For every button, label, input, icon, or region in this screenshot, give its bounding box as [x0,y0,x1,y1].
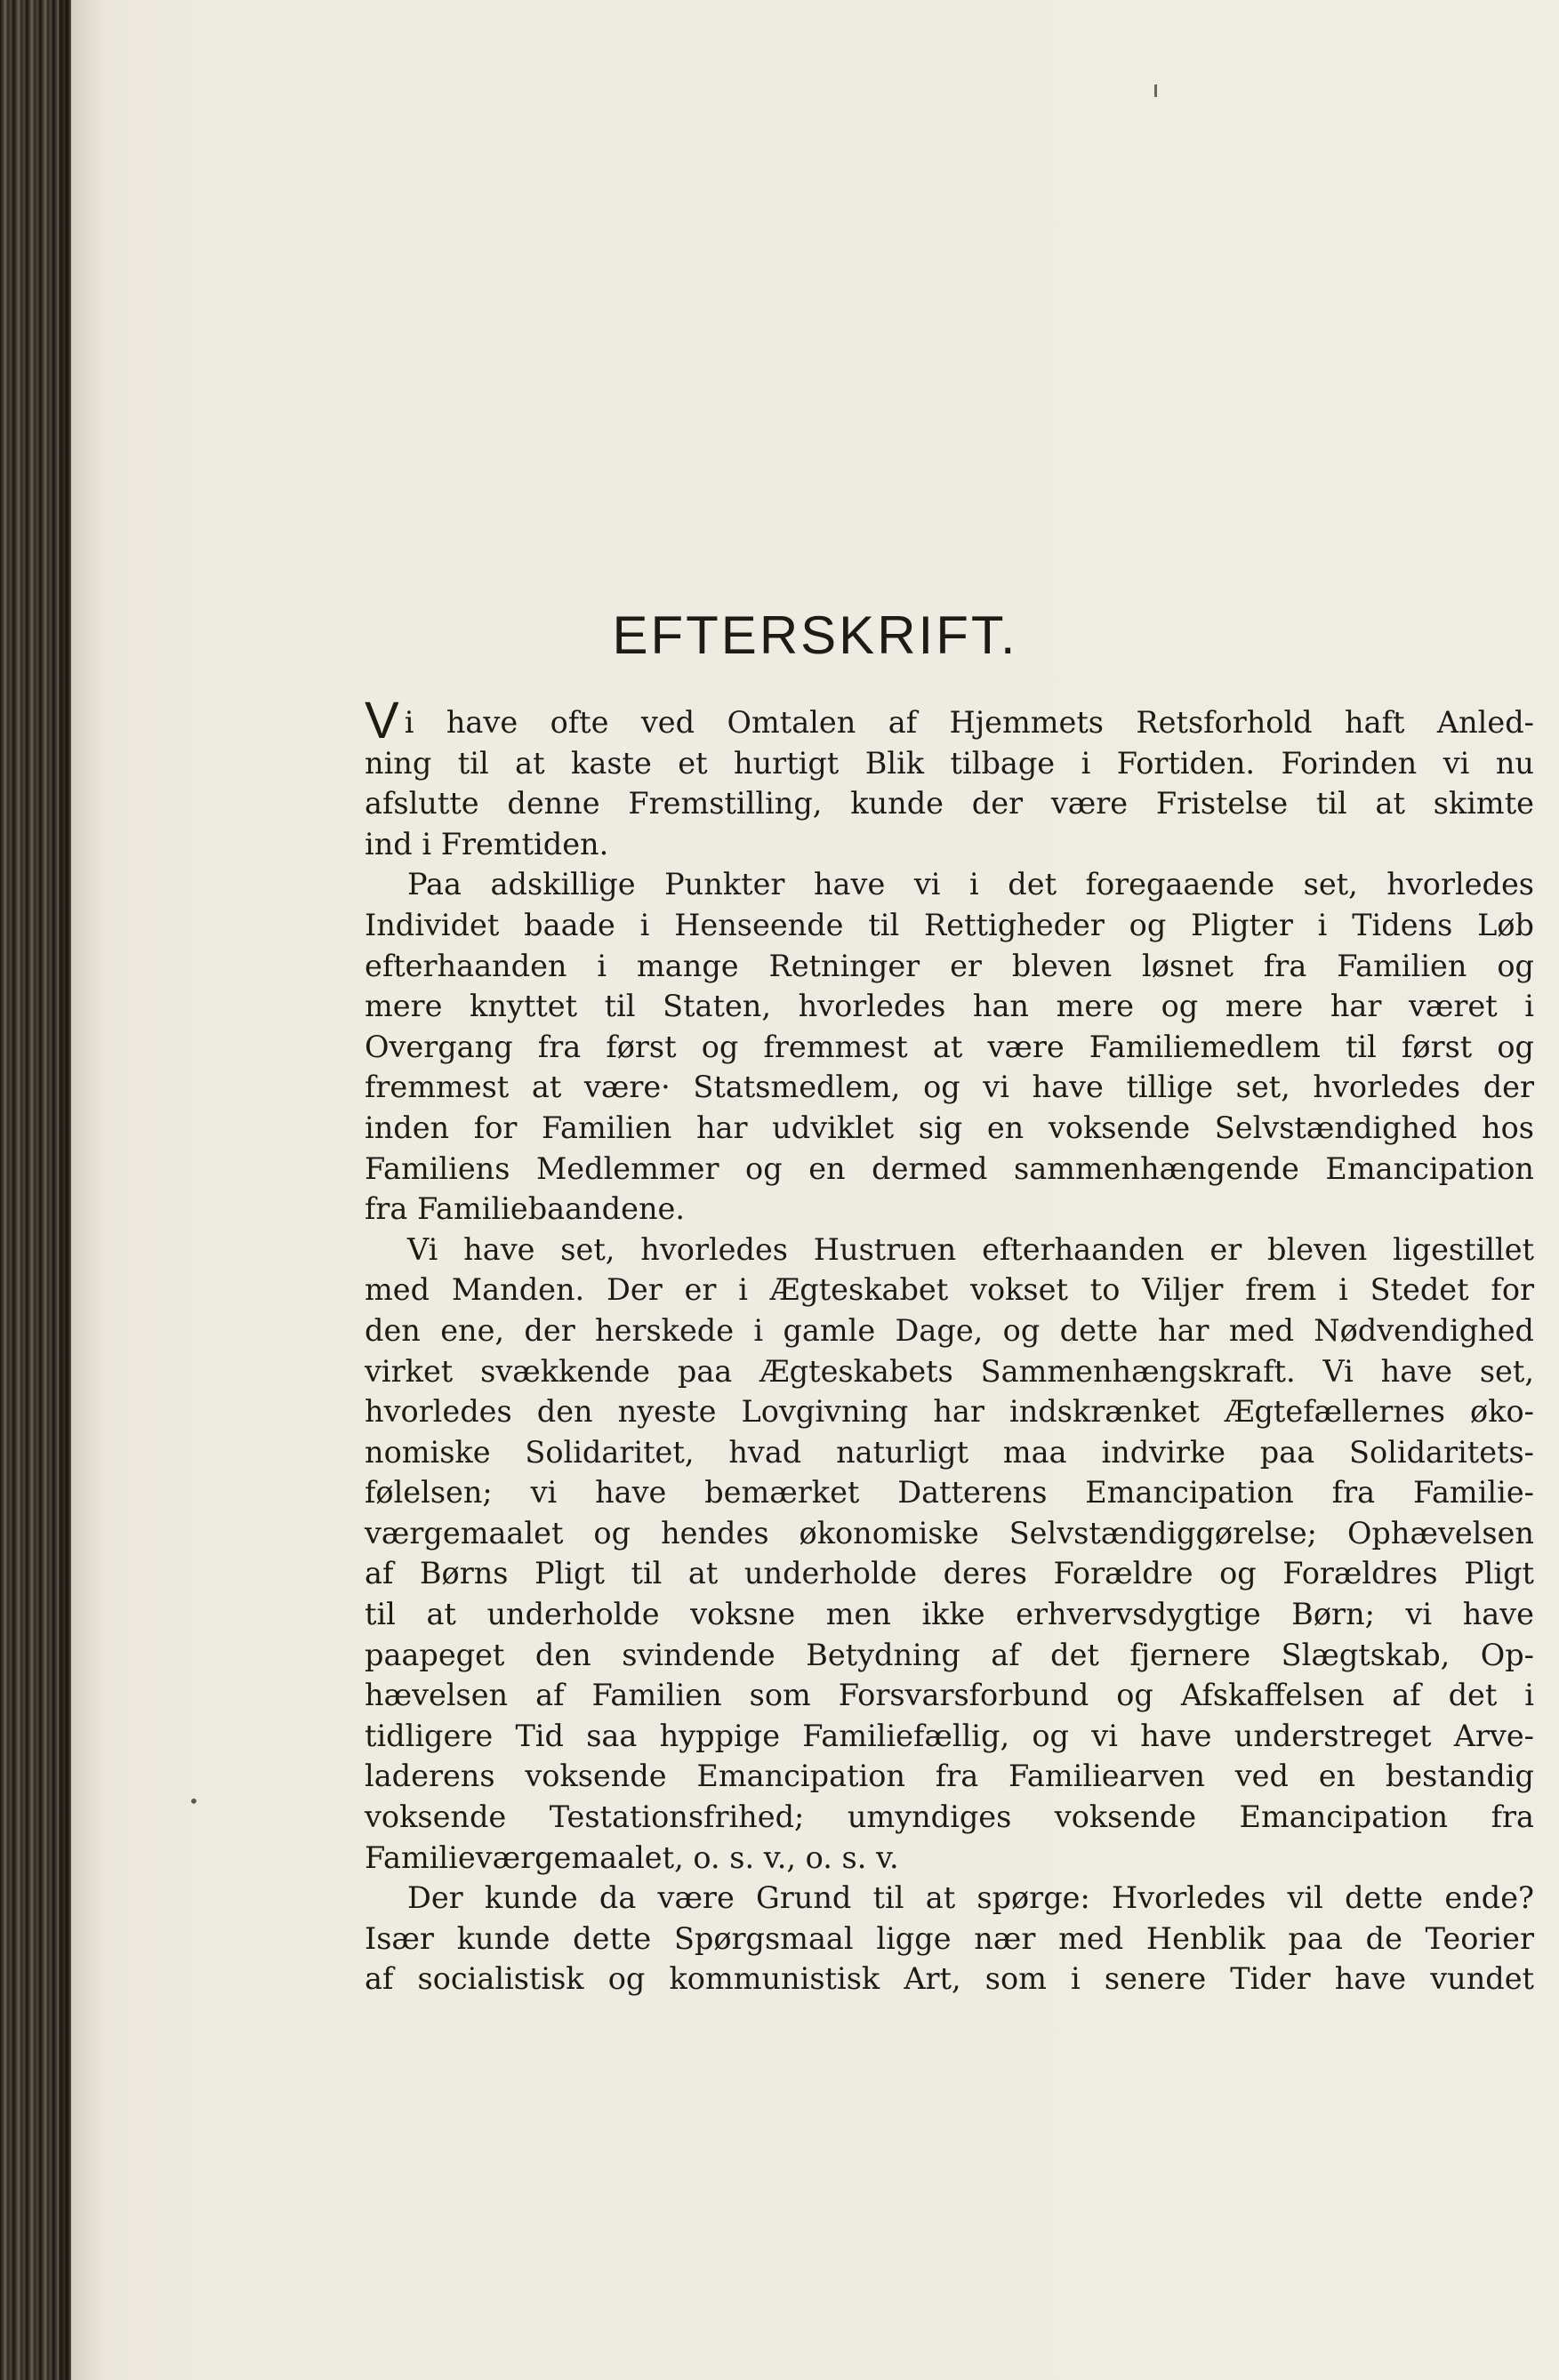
text-line: Især kunde dette Spørgsmaal ligge nær med Henblik paa de Teorier [365,1920,1534,1956]
text-line: laderens voksende Emancipation fra Familiearven ved en bestandig [365,1759,1534,1794]
book-spine-edge [0,0,71,2380]
paragraph-4 [365,1878,1534,1999]
text-line: den ene, der herskede i gamle Dage, og dette har med Nødvendighed [365,1312,1534,1348]
text-line: Paa adskillige Punkter have vi i det foregaaende set, hvorledes [407,867,1534,902]
text-line: til at underholde voksne men ikke erhvervsdygtige Børn; vi have [365,1597,1534,1632]
text-line: følelsen; vi have bemærket Datterens Emancipation fra Familie- [365,1475,1534,1511]
text-line: inden for Familien har udviklet sig en voksende Selvstændighed hos [365,1110,1534,1145]
text-line: Vi have set, hvorledes Hustruen efterhaanden er bleven ligestillet [407,1231,1534,1267]
text-line: voksende Testationsfrihed; umyndiges voksende Emancipation fra [365,1799,1534,1835]
text-line: paapeget den svindende Betydning af det fjernere Slægtskab, Op- [365,1637,1534,1672]
text-line: af socialistisk og kommunistisk Art, som i senere Tider have vundet [365,1961,1534,1997]
text-line: fra Familiebaandene. [365,1191,685,1227]
book-page [71,0,1559,2380]
text-line [365,692,1534,749]
text-line: Der kunde da være Grund til at spørge: Hvorledes vil dette ende? [407,1880,1534,1916]
paragraph-2 [365,864,1534,1229]
text-line: efterhaanden i mange Retninger er bleven løsnet fra Familien og [365,948,1534,983]
margin-mark: • [189,1791,199,1812]
drop-cap: V [365,692,399,749]
line-text: i have ofte ved Omtalen af Hjemmets Retsforhold haft Anled- [404,705,1534,740]
text-line: mere knyttet til Staten, hvorledes han mere og mere har været i [365,989,1534,1024]
text-line: hævelsen af Familien som Forsvarsforbund og Afskaffelsen af det i [365,1678,1534,1713]
body-text [365,692,1534,1999]
text-line: virket svækkende paa Ægteskabets Sammenhængskraft. Vi have set, [365,1353,1534,1389]
text-line: nomiske Solidaritet, hvad naturligt maa indvirke paa Solidaritets- [365,1434,1534,1470]
text-line: afslutte denne Fremstilling, kunde der være Fristelse til at skimte [365,786,1534,821]
text-line: Overgang fra først og fremmest at være Familiemedlem til først og [365,1029,1534,1064]
paragraph-3 [365,1230,1534,1879]
text-line: ind i Fremtiden. [365,826,609,861]
paragraph-1 [365,692,1534,864]
text-line: Individet baade i Henseende til Rettigheder og Pligter i Tidens Løb [365,907,1534,942]
text-line: Familiens Medlemmer og en dermed sammenhængende Emancipation [365,1150,1534,1186]
text-line: med Manden. Der er i Ægteskabet vokset to Viljer frem i Stedet for [365,1272,1534,1308]
text-line: værgemaalet og hendes økonomiske Selvstændiggørelse; Ophævelsen [365,1515,1534,1551]
text-line: hvorledes den nyeste Lovgivning har indskrænket Ægtefællernes øko- [365,1394,1534,1430]
text-line: ning til at kaste et hurtigt Blik tilbage i Fortiden. Forinden vi nu [365,745,1534,781]
text-line: af Børns Pligt til at underholde deres Forældre og Forældres Pligt [365,1556,1534,1591]
text-line: fremmest at være· Statsmedlem, og vi have tillige set, hvorledes der [365,1070,1534,1105]
page-title: EFTERSKRIFT. [612,605,1018,665]
text-line: Familieværgemaalet, o. s. v., o. s. v. [365,1839,899,1875]
text-line: tidligere Tid saa hyppige Familiefællig, og vi have understreget Arve- [365,1718,1534,1753]
print-mark [1154,84,1157,97]
